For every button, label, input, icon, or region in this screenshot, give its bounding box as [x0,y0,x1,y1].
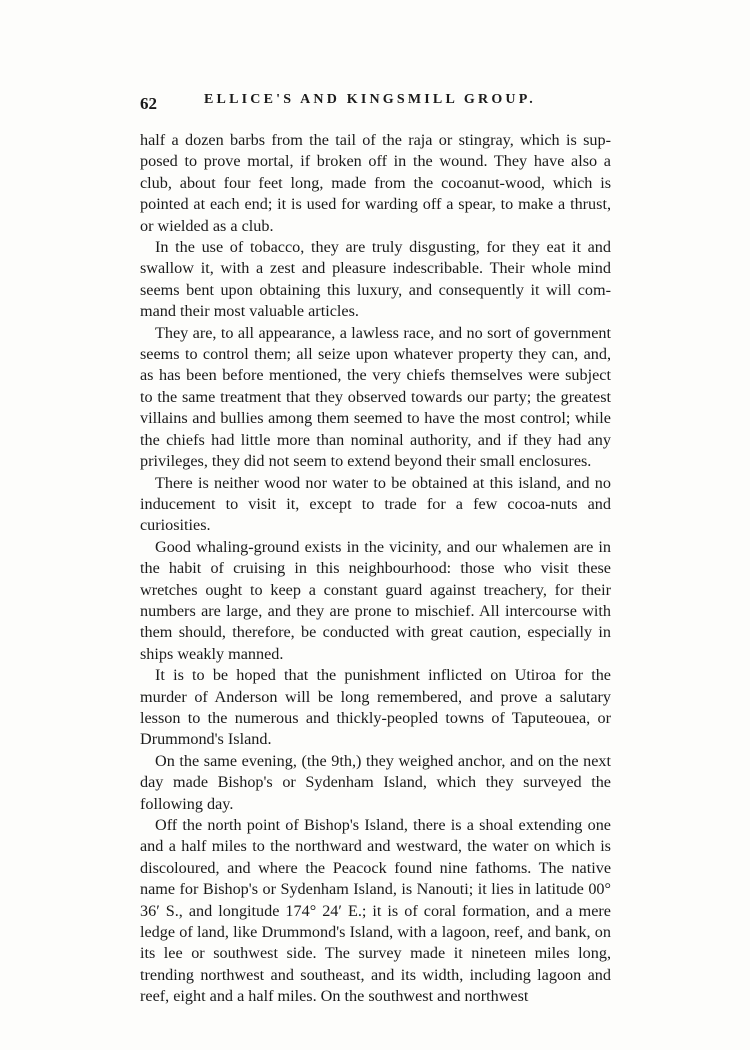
paragraph-continued: half a dozen barbs from the tail of the raja or stingray, which is supposed to prove mortal, if broken off in the wound. They have also a club, about four feet long, made from the cocoanut-wood, which is pointed at each end; it is used for warding off a spear, to make a thrust, or wielded as a club. [140,131,611,235]
paragraph-tobacco: In the use of tobacco, they are truly disgusting, for they eat it and swallow it, with a zest and pleasure indescribable. Their whole mind seems bent upon obtaining this luxury, and consequently it will command their most valuable articles. [140,238,611,321]
body-text [140,130,611,1008]
paragraph-weighed-anchor: On the same evening, (the 9th,) they weighed anchor, and on the next day made Bishop's or Sydenham Island, which they surveyed the following day. [140,751,611,813]
paragraph-whaling-ground: Good whaling-ground exists in the vicinity, and our whalemen are in the habit of cruising in this neighbourhood: those who visit these wretches ought to keep a constant guard against treachery, for their numbers are large, and they are prone to mischief. All intercourse with them should, therefore, be conducted with great caution, especially in ships weakly manned. [140,537,611,663]
running-head [140,92,610,116]
paragraph-utiroa: It is to be hoped that the punishment inflicted on Utiroa for the murder of Anderson will be long remembered, and prove a salutary lesson to the numerous and thickly-peopled towns of Taputeouea, or Drummond's Island. [140,666,611,749]
paragraph-bishops-island: Off the north point of Bishop's Island, there is a shoal extending one and a half miles to the northward and westward, the water on which is discoloured, and where the Peacock found nine fathoms. The native name for Bishop's or Sydenham Island, is Nanouti; it lies in latitude 00° 36′ S., and longitude 174° 24′ E.; it is of coral formation, and a mere ledge of land, like Drummond's Island, with a lagoon, reef, and bank, on its lee or southwest side. The survey made it nineteen miles long, trending northwest and southeast, and its width, including lagoon and reef, eight and a half miles. On the southwest and northwest [140,816,611,1006]
running-title: ELLICE'S AND KINGSMILL GROUP. [204,92,536,107]
paragraph-wood-water: There is neither wood nor water to be obtained at this island, and no inducement to visit it, except to trade for a few cocoa-nuts and curiosities. [140,473,611,535]
page-number: 62 [140,94,157,113]
paragraph-lawless-race: They are, to all appearance, a lawless race, and no sort of government seems to control them; all seize upon whatever property they can, and, as has been before mentioned, the very chiefs themselves were subject to the same treatment that they observed towards our party; the greatest villains and bullies among them seemed to have the most control; while the chiefs had little more than nominal authority, and if they had any privileges, they did not seem to extend beyond their small enclosures. [140,323,611,471]
